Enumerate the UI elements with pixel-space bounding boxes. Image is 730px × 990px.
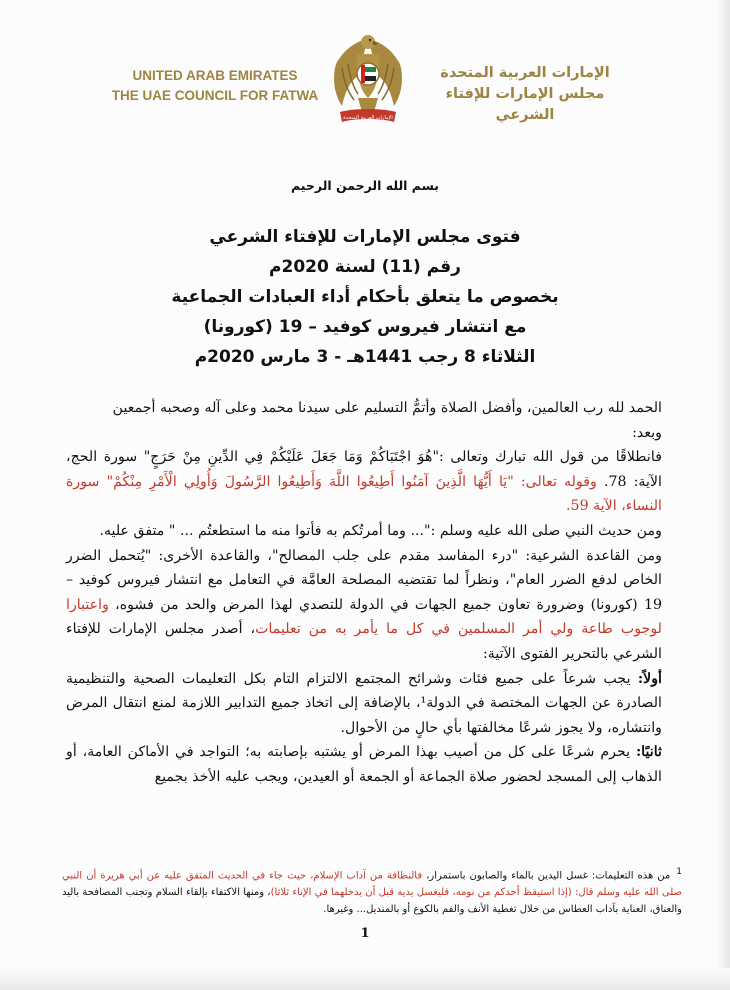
fatwa-title [0,222,730,372]
letterhead-en-line1: UNITED ARAB EMIRATES [132,68,298,83]
fatwa-body [66,396,662,790]
ruling-second [66,740,662,789]
opening-wabaad: وبعد: [632,424,662,441]
ruling-first-text: يجب شرعاً على جميع فئات وشرائح المجتمع الالتزام التام بكل التعليمات الصحية والتنظيمية الصادرة عن الجهات المختصة في الدولة¹، بالإضافة إلى اتخاذ جميع التدابير اللازمة لمنع انتقال المرض وانتشاره، ولا يجوز شرعًا مخالفتها بأي حالٍ من الأحوال. [66,670,662,736]
footnote-number: 1 [676,867,682,877]
opening-praise: الحمد لله رب العالمين، وأفضل الصلاة وأتمُّ التسليم على سيدنا محمد وعلى آله وصحبه أجمعين [112,400,662,416]
quran-evidence [66,445,662,519]
quran-verse-nisa: وقوله تعالى: "يَا أَيُّهَا الَّذِينَ آمَنُوا أَطِيعُوا اللَّهَ وَأَطِيعُوا الرَّسُولَ وَأُولِي الْأَمْرِ مِنْكُمْ" سورة النساء، الآية 59. [66,473,662,515]
footnote-text-c: ، ومنها الاكتفاء بإلقاء السلام وتجنب المصافحة باليد والعناق، العناية بآداب العطاس من خلال تغطية الأنف والفم بالكوع أو بالمنديل... وغيرها. [62,887,682,916]
page-edge-shadow [716,0,730,990]
title-line-2: رقم (11) لسنة 2020م [269,257,461,277]
letterhead-ar-line2: مجلس الإمارات للإفتاء الشرعي [445,86,605,123]
title-line-4: مع انتشار فيروس كوفيد – 19 (كورونا) [203,317,527,337]
title-line-3: بخصوص ما يتعلق بأحكام أداء العبادات الجماعية [171,287,559,307]
letterhead-english [110,66,320,106]
hadith-evidence: ومن حديث النبي صلى الله عليه وسلم :"... وما أمرتُكم به فأتوا منه ما استطعتُم ... " متفق عليه. [99,522,662,539]
fatwa-issued-text: ، أصدر مجلس الإمارات للإفتاء الشرعي بالتحرير الفتوى الآتية: [66,621,662,662]
letterhead-ar-line1: الإمارات العربية المتحدة [440,65,610,81]
title-line-5: الثلاثاء 8 رجب 1441هـ - 3 مارس 2020م [194,347,536,367]
title-line-1: فتوى مجلس الإمارات للإفتاء الشرعي [209,227,521,247]
basmala: بسم الله الرحمن الرحيم [291,178,439,193]
quran-verse-hajj: فانطلاقًا من قول الله تبارك وتعالى :"هُوَ اجْتَبَاكُمْ وَمَا جَعَلَ عَلَيْكُمْ فِي الدِّينِ مِنْ حَرَجٍ" سورة الحج، الآية: 78. [66,449,662,490]
letterhead-en-line2: THE UAE COUNCIL FOR FATWA [111,88,319,103]
page-bottom-shadow [0,968,730,990]
footnote-text-a: من هذه التعليمات: غسل اليدين بالماء والصابون باستمرار، [422,870,671,882]
ruling-first-label: أولاً: [637,670,662,687]
uae-eagle-emblem-icon [328,28,408,132]
emblem-banner-text: الإمارات العربية المتحدة [343,115,393,121]
footnote [62,864,682,918]
legal-maxims [66,544,662,667]
legal-maxims-text: ومن القاعدة الشرعية: "درء المفاسد مقدم على جلب المصالح"، والقاعدة الأخرى: "يُتحمل الضرر الخاص لدفع الضرر العام"، ونظراً لما تقتضيه المصلحة العامَّة في التعامل مع انتشار فيروس كوفيد – 19 (كورونا) وضرورة تعاون جميع الجهات في الدولة للتصدي لهذا المرض والحد من فشوه، [66,547,662,613]
obedience-clause: واعتبارا لوجوب طاعة ولي أمر المسلمين في كل ما يأمر به من تعليمات [66,596,662,638]
ruling-second-text: يحرم شرعًا على كل من أصيب بهذا المرض أو يشتبه بإصابته به؛ التواجد في الأماكن العامة، أو الذهاب إلى المسجد لحضور صلاة الجماعة أو الجمعة أو العيدين، ويجب عليه الأخذ بجميع [66,744,662,785]
letterhead-arabic [415,63,635,126]
page-number: 1 [360,926,370,941]
ruling-second-label: ثانيًا: [635,744,662,761]
ruling-first [66,667,662,741]
footnote-hadith: فالنظافة من آداب الإسلام، حيث جاء في الحديث المتفق عليه عن أبي هريرة أن النبي صلى الله عليه وسلم قال: (إذا استيقظ أحدكم من نومه، فليغسل يديه قبل أن يدخلهما في الإناء ثلاثا) [62,870,682,899]
